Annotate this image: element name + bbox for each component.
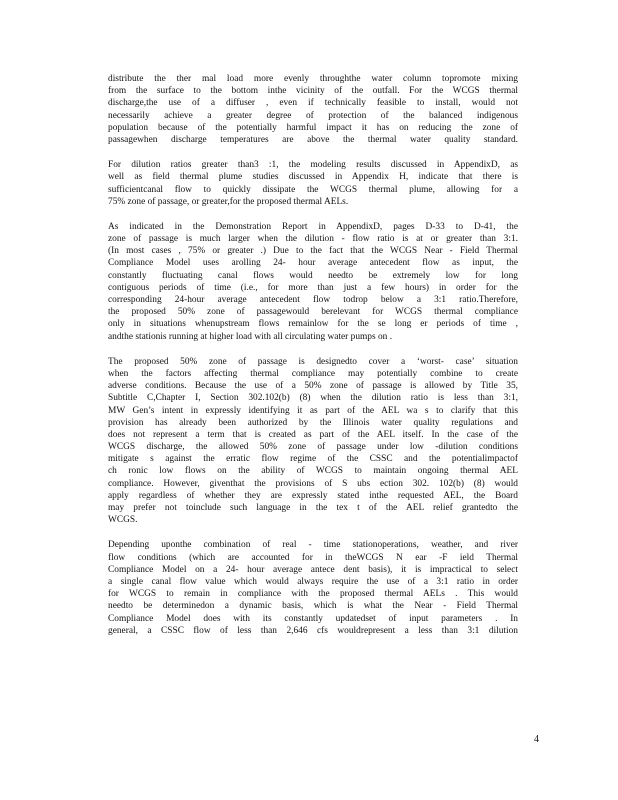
text-line: Compliance Model on a 24- hour average antece dent basis), it is impractical to select — [108, 564, 518, 575]
paragraph — [108, 159, 518, 208]
text-line: The proposed 50% zone of passage is designedto cover a ‘worst- case’ situation — [108, 356, 518, 367]
text-line: when the factors affecting thermal compliance may potentially combine to create — [108, 368, 518, 379]
page-number: 4 — [534, 734, 539, 745]
text-line: Subtitle C,Chapter I, Section 302.102(b) (8) when the dilution ratio is less than 3:1, — [108, 393, 518, 404]
text-line: population because of the potentially harmful impact it has on reducing the zone of — [108, 122, 518, 133]
text-line: WCGS discharge, the allowed 50% zone of passage under low -dilution conditions — [108, 442, 518, 453]
text-line: flow conditions (which are accounted for in theWCGS N ear -F ield Thermal — [108, 552, 518, 563]
text-line: ch ronic low flows on the ability of WCGS to maintain ongoing thermal AEL — [108, 466, 518, 477]
text-line: only in situations whenupstream flows remainlow for the se long er periods of time , — [108, 319, 518, 330]
paragraph — [108, 221, 518, 343]
text-line: Compliance Model does with its constantly updatedset of input parameters . In — [108, 613, 518, 624]
text-line: the proposed 50% zone of passagewould berelevant for WCGS thermal compliance — [108, 307, 518, 318]
text-line: distribute the ther mal load more evenly throughthe water column topromote mixing — [108, 74, 518, 84]
text-line: from the surface to the bottom inthe vicinity of the outfall. For the WCGS thermal — [108, 86, 518, 97]
text-line: As indicated in the Demonstration Report in AppendixD, pages D-33 to D-41, the — [108, 221, 518, 232]
body-text — [108, 73, 518, 650]
text-line: Compliance Model uses arolling 24- hour average antecedent flow as input, the — [108, 258, 518, 269]
paragraph — [108, 73, 518, 146]
text-line: discharge,the use of a diffuser , even if technically feasible to install, would not — [108, 98, 518, 109]
text-line: zone of passage is much larger when the dilution - flow ratio is at or greater than 3:1. — [108, 234, 518, 245]
text-line: constantly fluctuating canal flows would needto be extremely low for long — [108, 270, 518, 281]
text-line: corresponding 24-hour average antecedent flow todrop below a 3:1 ratio.Therefore, — [108, 295, 518, 305]
text-line: For dilution ratios greater than3 :1, the modeling results discussed in AppendixD, as — [108, 160, 518, 171]
text-line: apply regardless of whether they are expressly stated inthe requested AEL, the Board — [108, 490, 518, 501]
text-line: mitigate s against the erratic flow regime of the CSSC and the potentialimpactof — [108, 454, 518, 465]
text-line: well as field thermal plume studies discussed in Appendix H, indicate that there is — [108, 172, 518, 183]
text-line: provision has already been authorized by the Illinois water quality regulations and — [108, 417, 518, 428]
text-line: Depending uponthe combination of real - time stationoperations, weather, and river — [108, 540, 518, 551]
text-line: sufficientcanal flow to quickly dissipate the WCGS thermal plume, allowing for a — [108, 184, 518, 195]
text-line: does not represent a term that is created as part of the AEL itself. In the case of the — [108, 429, 518, 440]
text-line: 75% zone of passage, or greater,for the proposed thermal AELs. — [108, 196, 349, 207]
paragraph — [108, 539, 518, 637]
text-line: necessarily achieve a greater degree of protection of the balanced indigenous — [108, 110, 518, 121]
text-line: needto be determinedon a dynamic basis, which is what the Near - Field Thermal — [108, 601, 518, 612]
text-line: may prefer not toinclude such language in the tex t of the AEL relief grantedto the — [108, 503, 518, 513]
text-line: compliance. However, giventhat the provisions of S ubs ection 302. 102(b) (8) would — [108, 478, 518, 489]
text-line: passagewhen discharge temperatures are above the thermal water quality standard. — [108, 134, 518, 145]
text-line: for WCGS to remain in compliance with the proposed thermal AELs . This would — [108, 589, 518, 600]
text-line: WCGS. — [108, 515, 138, 526]
text-line: a single canal flow value which would always require the use of a 3:1 ratio in order — [108, 576, 518, 587]
text-line: adverse conditions. Because the use of a 50% zone of passage is allowed by Title 35, — [108, 381, 518, 392]
text-line: contiguous periods of time (i.e., for more than just a few hours) in order for the — [108, 282, 518, 293]
paragraph — [108, 356, 518, 527]
text-line: general, a CSSC flow of less than 2,646 cfs wouldrepresent a less than 3:1 dilution — [108, 625, 518, 636]
text-line: MW Gen’s intent in expressly identifying it as part of the AEL wa s to clarify that this — [108, 405, 518, 416]
text-line: andthe stationis running at higher load with all circulating water pumps on . — [108, 331, 393, 342]
text-line: (In most cases , 75% or greater .) Due to the fact that the WCGS Near - Field Thermal — [108, 246, 518, 257]
